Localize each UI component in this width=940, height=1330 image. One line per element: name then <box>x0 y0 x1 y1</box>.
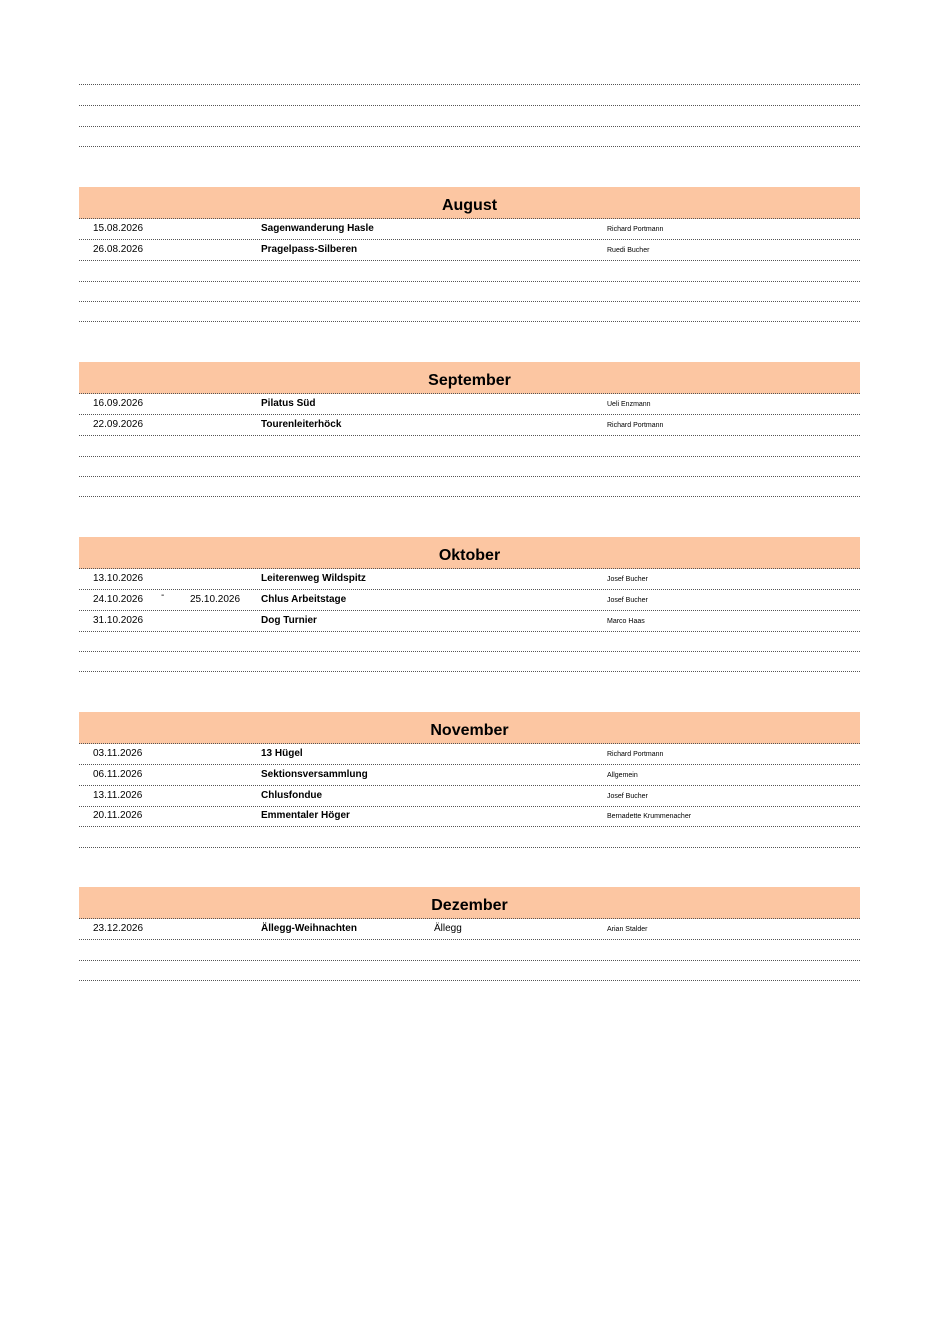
event-row <box>79 765 860 786</box>
event-location: Ällegg <box>434 923 462 934</box>
month-title: August <box>441 197 498 214</box>
empty-row <box>79 301 860 322</box>
event-leader: Josef Bucher <box>607 597 648 604</box>
event-leader: Arian Stalder <box>607 926 648 933</box>
event-title: Pilatus Süd <box>261 398 316 409</box>
event-date: 13.10.2026 <box>93 573 144 584</box>
event-date: 16.09.2026 <box>93 398 144 409</box>
empty-row <box>79 827 860 848</box>
month-title: Dezember <box>431 897 508 914</box>
month-title: September <box>428 372 511 389</box>
event-title: Leiterenweg Wildspitz <box>261 573 366 584</box>
empty-row <box>79 436 860 457</box>
event-title: 13 Hügel <box>261 748 303 759</box>
empty-row <box>79 261 860 282</box>
event-row <box>79 786 860 807</box>
empty-row <box>79 960 860 981</box>
event-title: Sagenwanderung Hasle <box>261 223 374 234</box>
event-date-separator: - <box>161 590 165 601</box>
event-leader: Josef Bucher <box>607 576 648 583</box>
event-title: Pragelpass-Silberen <box>261 244 358 255</box>
event-date: 31.10.2026 <box>93 615 144 626</box>
event-date: 06.11.2026 <box>93 769 143 780</box>
event-row <box>79 919 860 940</box>
empty-row <box>79 651 860 672</box>
event-leader: Richard Portmann <box>607 422 664 429</box>
month-title: November <box>430 722 509 739</box>
event-leader: Richard Portmann <box>607 226 664 233</box>
event-row <box>79 240 860 261</box>
month-header-september <box>79 362 860 394</box>
event-row <box>79 590 860 611</box>
event-title: Chlus Arbeitstage <box>261 594 347 605</box>
event-leader: Richard Portmann <box>607 751 664 758</box>
empty-row <box>79 456 860 477</box>
event-leader: Josef Bucher <box>607 793 648 800</box>
month-header-dezember <box>79 887 860 919</box>
empty-row <box>79 631 860 652</box>
event-leader: Bernadette Krummenacher <box>607 813 692 820</box>
event-title: Emmentaler Höger <box>261 810 350 821</box>
empty-row <box>79 64 860 85</box>
event-date: 15.08.2026 <box>93 223 144 234</box>
event-title: Dog Turnier <box>261 615 317 626</box>
event-leader: Ruedi Bucher <box>607 247 650 254</box>
empty-row <box>79 940 860 961</box>
empty-row <box>79 281 860 302</box>
event-title: Ällegg-Weihnachten <box>261 923 357 934</box>
empty-row <box>79 106 860 127</box>
event-row <box>79 219 860 240</box>
event-date: 22.09.2026 <box>93 419 144 430</box>
month-title: Oktober <box>438 547 501 564</box>
empty-row <box>79 126 860 147</box>
empty-row <box>79 85 860 106</box>
event-leader: Allgemein <box>607 772 638 779</box>
event-date: 13.11.2026 <box>93 790 143 801</box>
event-end-date: 25.10.2026 <box>190 594 241 605</box>
event-row <box>79 611 860 632</box>
month-header-august <box>79 187 860 219</box>
event-row <box>79 415 860 436</box>
event-title: Chlusfondue <box>261 790 323 801</box>
event-date: 26.08.2026 <box>93 244 144 255</box>
event-row <box>79 806 860 827</box>
event-row <box>79 394 860 415</box>
event-row <box>79 569 860 590</box>
event-leader: Marco Haas <box>607 618 645 625</box>
month-header-oktober <box>79 537 860 569</box>
event-leader: Ueli Enzmann <box>607 401 651 408</box>
event-row <box>79 744 860 765</box>
event-date: 23.12.2026 <box>93 923 144 934</box>
event-date: 24.10.2026 <box>93 594 144 605</box>
event-title: Tourenleiterhöck <box>261 419 342 430</box>
event-title: Sektionsversammlung <box>261 769 368 780</box>
month-header-november <box>79 712 860 744</box>
empty-row <box>79 476 860 497</box>
event-date: 03.11.2026 <box>93 748 143 759</box>
event-date: 20.11.2026 <box>93 810 143 821</box>
